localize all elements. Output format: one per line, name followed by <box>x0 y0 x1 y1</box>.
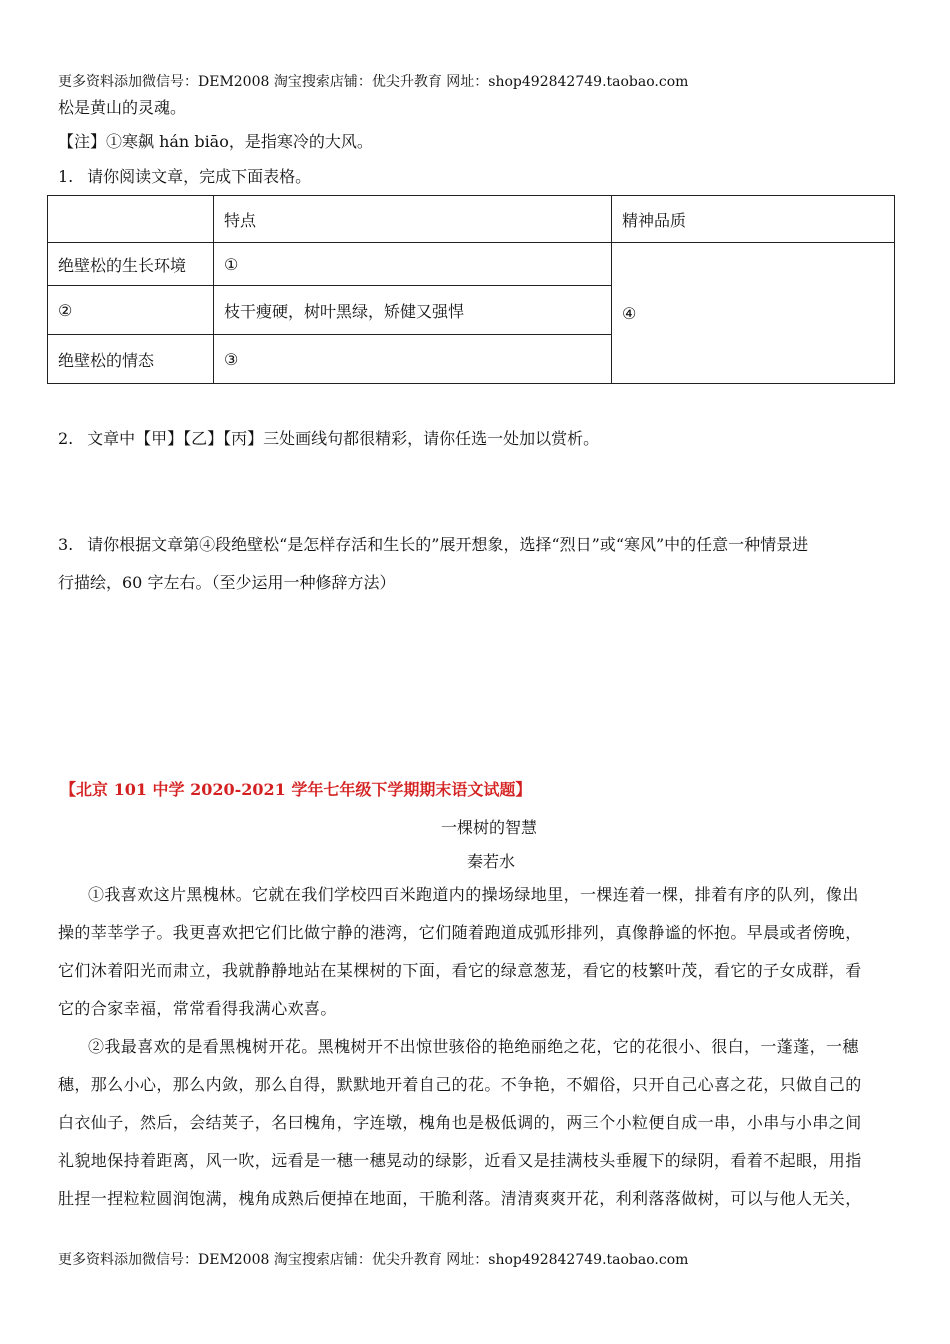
header-note: 更多资料添加微信号：DEM2008 淘宝搜索店铺：优尖升教育 网址：shop492842749.taobao.com <box>58 74 689 90</box>
table-header-cell <box>48 196 214 243</box>
article-author: 秦若水 <box>467 852 516 871</box>
question-2 <box>58 426 599 449</box>
question-1-number: 1. <box>58 167 74 186</box>
question-2-number: 2. <box>58 429 74 448</box>
article-paragraph-2 <box>58 1028 878 1218</box>
question-1-text: 请你阅读文章，完成下面表格。 <box>87 167 312 186</box>
paragraph-line: 它们沐着阳光而肃立，我就静静地站在某棵树的下面，看它的绿意葱茏，看它的枝繁叶茂，看它的子女成群，看 <box>58 961 862 980</box>
intro-line: 松是黄山的灵魂。 <box>58 98 187 117</box>
paragraph-line: 白衣仙子，然后，会结荚子，名曰槐角，字连墩，槐角也是极低调的，两三个小粒便自成一串，小串与小串之间 <box>58 1113 862 1132</box>
paragraph-line: 礼貌地保持着距离，风一吹，远看是一穗一穗晃动的绿影，近看又是挂满枝头垂履下的绿阴，看着不起眼，用指 <box>58 1151 862 1170</box>
answer-table <box>47 195 895 384</box>
paragraph-line: 它的合家幸福，常常看得我满心欢喜。 <box>58 999 337 1018</box>
section-title: 【北京 101 中学 2020-2021 学年七年级下学期期末语文试题】 <box>60 780 532 799</box>
paragraph-line: ②我最喜欢的是看黑槐树开花。黑槐树开不出惊世骇俗的艳绝丽绝之花，它的花很小、很白，一蓬蓬，一穗 <box>88 1037 859 1056</box>
question-3-number: 3. <box>58 535 74 554</box>
table-header-cell: 特点 <box>214 196 612 243</box>
table-row-feature: ③ <box>214 335 612 384</box>
footer-note: 更多资料添加微信号：DEM2008 淘宝搜索店铺：优尖升教育 网址：shop492842749.taobao.com <box>58 1252 689 1268</box>
table-spirit-cell: ④ <box>612 243 895 384</box>
table-row-feature: 枝干瘦硬，树叶黑绿，矫健又强悍 <box>214 286 612 335</box>
question-3 <box>58 532 808 555</box>
table-row-feature: ① <box>214 243 612 286</box>
paragraph-line: 穗，那么小心，那么内敛，那么自得，默默地开着自己的花。不争艳，不媚俗，只开自己心喜之花，只做自己的 <box>58 1075 862 1094</box>
question-3-line-1: 请你根据文章第④段绝壁松“是怎样存活和生长的”展开想象，选择“烈日”或“寒风”中的任意一种情景进 <box>87 535 809 554</box>
paragraph-line: 操的莘莘学子。我更喜欢把它们比做宁静的港湾，它们随着跑道成弧形排列，真像静谧的怀抱。早晨或者傍晚， <box>58 923 862 942</box>
article-title: 一棵树的智慧 <box>441 818 538 837</box>
question-1 <box>58 164 311 187</box>
annotation-note: 【注】①寒飙 hán biāo，是指寒冷的大风。 <box>58 132 373 151</box>
table-header-row <box>48 196 895 243</box>
table-row-label: 绝壁松的生长环境 <box>48 243 214 286</box>
table-row <box>48 243 895 286</box>
article-paragraph-1 <box>58 876 878 1028</box>
paragraph-line: ①我喜欢这片黑槐林。它就在我们学校四百米跑道内的操场绿地里，一棵连着一棵，排着有序的队列，像出 <box>88 885 859 904</box>
table-row-label: 绝壁松的情态 <box>48 335 214 384</box>
table-header-cell: 精神品质 <box>612 196 895 243</box>
table-row-label: ② <box>48 286 214 335</box>
paragraph-line: 肚捏一捏粒粒圆润饱满，槐角成熟后便掉在地面，干脆利落。清清爽爽开花，利利落落做树，可以与他人无关， <box>58 1189 862 1208</box>
question-2-text: 文章中【甲】【乙】【丙】三处画线句都很精彩，请你任选一处加以赏析。 <box>87 429 600 448</box>
question-3-line-2: 行描绘，60 字左右。（至少运用一种修辞方法） <box>58 573 396 592</box>
